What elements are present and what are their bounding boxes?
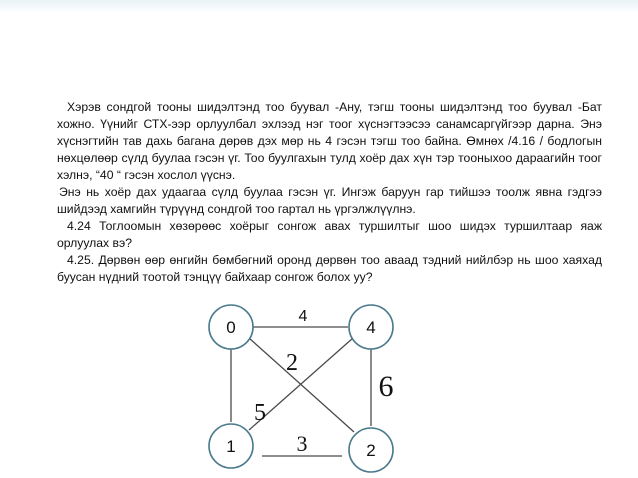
node-2 bbox=[349, 428, 393, 472]
paragraph-4: 4.25. Дөрвөн өөр өнгийн бөмбөгний оронд дөрвөн тоо аваад тэдний нийлбэр нь шоо хаяхад буусан нүдний тоотой тэнцүү байхаар сонгож болох уу? bbox=[57, 253, 602, 284]
weight-edge-4-1: 5 bbox=[254, 400, 266, 426]
node-1-label: 1 bbox=[226, 437, 236, 456]
weight-edge-1-2: 3 bbox=[296, 431, 308, 456]
paragraph-2: Энэ нь хоёр дах удаагаа сүлд буулаа гэсэн үг. Ингэж баруун гар тийшээ тоолж явна гэдгээ шийдээд хамгийн түрүүнд сондгой тоо гартал нь үргэлжлүүлнэ. bbox=[57, 185, 602, 216]
weight-edge-4-2: 6 bbox=[378, 370, 394, 403]
node-4-label: 4 bbox=[366, 318, 376, 337]
paragraph-1: Хэрэв сондгой тооны шидэлтэнд тоо буувал -Ану, тэгш тооны шидэлтэнд тоо буувал -Бат хожно. Үүнийг СТХ-ээр орлуулбал эхлээд нэг тоог хүснэгтээсээ санамсаргүйгээр дарна. Энэ хүснэгтийн тав дахь багана дөрөв дэх мөр нь 4 гэсэн тэгш тоо байна. Өмнөх /4.16 / бодлогын нөхцөлөөр сүлд буулаа гэсэн үг. Тоо буулгахын тулд хоёр дах хүн тэр тооныхоо дараагийн тоог хэлнэ, “40 “ гэсэн хослол үүснэ. bbox=[57, 100, 602, 182]
node-1 bbox=[209, 424, 253, 468]
node-0-label: 0 bbox=[226, 318, 236, 337]
paragraph-3: 4.24 Тоглоомын хөзөрөөс хоёрыг сонгож авах туршилтыг шоо шидэх туршилтаар яаж орлуулах вэ? bbox=[57, 219, 602, 250]
weight-edge-0-4: 4 bbox=[298, 308, 308, 325]
weight-edge-0-2: 2 bbox=[286, 350, 298, 376]
node-0 bbox=[209, 305, 253, 349]
node-2-label: 2 bbox=[366, 441, 376, 460]
node-4 bbox=[349, 305, 393, 349]
